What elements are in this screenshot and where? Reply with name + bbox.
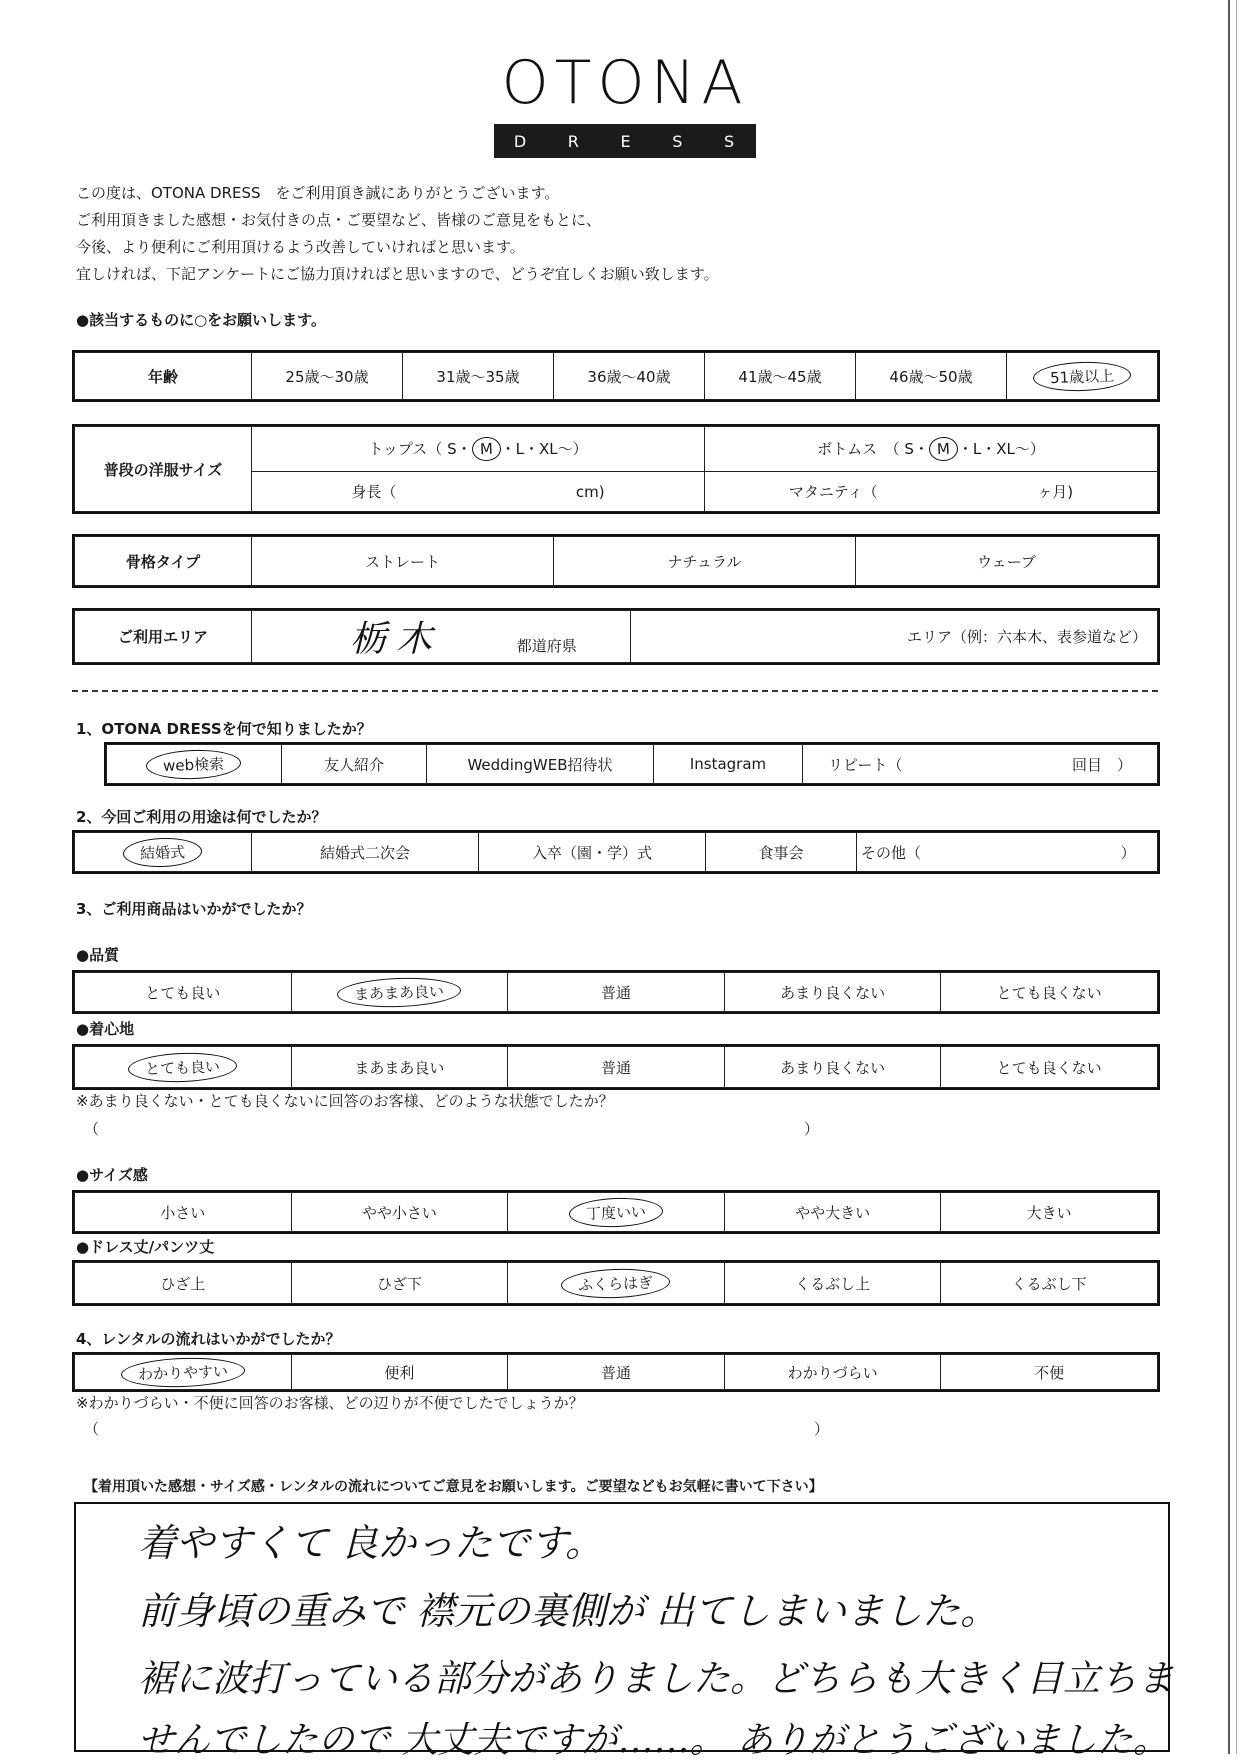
selection-circle: M [929, 437, 959, 462]
bottoms-label: ボトムス （ [817, 440, 900, 459]
logo-dress-bar [494, 124, 756, 158]
logo-otona: OTONA [501, 48, 749, 118]
age-option[interactable]: 31歳～35歳 [403, 353, 554, 400]
q4-option[interactable]: 普通 [508, 1355, 725, 1390]
intro-line: この度は、OTONA DRESS をご利用頂き誠にありがとうございます。 [76, 184, 560, 202]
maternity-unit: ヶ月) [1037, 483, 1074, 502]
repeat-label: リピート（ [828, 755, 903, 774]
logo-letter: S [724, 131, 737, 151]
quality-label: ●品質 [76, 946, 120, 964]
comfort-option[interactable]: あまり良くない [724, 1047, 941, 1088]
logo-letter: E [620, 131, 633, 151]
length-option-selected[interactable] [508, 1263, 725, 1304]
fit-option-selected[interactable] [508, 1193, 725, 1232]
comment-line: 前身頃の重みで 襟元の裏側が 出てしまいました。 [138, 1589, 999, 1633]
prefecture-value: 栃木 [350, 619, 443, 660]
fit-label: ●サイズ感 [76, 1166, 148, 1184]
length-label: ●ドレス丈/パンツ丈 [76, 1238, 215, 1256]
skeleton-option[interactable]: ナチュラル [554, 537, 856, 586]
comment-line: せんでしたので 大丈夫ですが……。 ありがとうございました。 [138, 1720, 1169, 1761]
q1-repeat[interactable] [803, 745, 1158, 784]
q4-reason-close: ） [814, 1420, 830, 1438]
scan-edge [1228, 0, 1230, 1754]
section-divider [72, 690, 1158, 692]
other-close: ） [1120, 843, 1136, 862]
q4-title: 4、レンタルの流れはいかがでしたか？ [76, 1330, 341, 1348]
scan-edge-shadow [1236, 0, 1237, 1754]
age-label: 年齢 [75, 353, 252, 400]
q2-option-selected[interactable] [75, 833, 252, 872]
age-table [74, 352, 1158, 400]
instruction: ●該当するものに○をお願いします。 [76, 311, 326, 329]
q4-option[interactable]: 便利 [291, 1355, 508, 1390]
q1-option[interactable]: Instagram [654, 745, 803, 784]
size-option: XL～ [996, 440, 1030, 459]
comfort-label: ●着心地 [76, 1020, 135, 1038]
comments-heading: 【着用頂いた感想・サイズ感・レンタルの流れについてご意見をお願いします。ご要望などもお気軽に書いて下さい】 [84, 1479, 823, 1495]
age-option[interactable]: 41歳～45歳 [705, 353, 856, 400]
comfort-reason-close: ） [804, 1120, 820, 1138]
q2-option[interactable]: 入卒（園・学）式 [479, 833, 706, 872]
q4-reason-open: （ [84, 1420, 100, 1438]
q1-option[interactable]: WeddingWEB招待状 [427, 745, 654, 784]
comment-line: 裾に波打っている部分がありました。どちらも大きく目立ちま [138, 1657, 1174, 1700]
height-field[interactable] [252, 472, 705, 512]
q1-table [106, 744, 1158, 784]
length-option[interactable]: ひざ下 [291, 1263, 508, 1304]
intro-line: ご利用頂きました感想・お気付きの点・ご要望など、皆様のご意見をもとに、 [76, 211, 602, 229]
comfort-option[interactable]: 普通 [508, 1047, 725, 1088]
size-option: L [972, 440, 982, 459]
length-option[interactable]: くるぶし下 [941, 1263, 1158, 1304]
size-table [74, 426, 1158, 512]
quality-option[interactable]: あまり良くない [724, 973, 941, 1012]
comment-line: 着やすくて 良かったです。 [138, 1521, 604, 1565]
q1-title: 1、OTONA DRESSを何で知りましたか？ [76, 720, 372, 738]
size-option: S [904, 440, 914, 459]
selection-circle: 結婚式 [123, 836, 203, 868]
repeat-unit: 回目 ） [1071, 755, 1132, 774]
selection-circle: M [471, 437, 501, 462]
maternity-label: マタニティ（ [788, 483, 878, 502]
size-option: L [515, 440, 524, 459]
q4-option[interactable]: わかりづらい [724, 1355, 941, 1390]
fit-option[interactable]: やや大きい [724, 1193, 941, 1232]
other-label: その他（ [861, 843, 922, 862]
quality-option[interactable]: とても良い [75, 973, 292, 1012]
logo-letter: D [513, 131, 529, 151]
q1-option-selected[interactable] [107, 745, 282, 784]
selection-circle: web検索 [146, 748, 242, 780]
area-table [74, 610, 1158, 663]
fit-option[interactable]: やや小さい [291, 1193, 508, 1232]
fit-table [74, 1192, 1158, 1232]
age-option-selected[interactable] [1007, 353, 1158, 400]
prefecture-label: 都道府県 [516, 637, 577, 655]
quality-option-selected[interactable] [291, 973, 508, 1012]
age-option[interactable]: 46歳～50歳 [856, 353, 1007, 400]
selection-circle: わかりやすい [120, 1355, 245, 1388]
intro-line: 宜しければ、下記アンケートにご協力頂ければと思いますので、どうぞ宜しくお願い致します。 [76, 265, 719, 283]
size-label: 普段の洋服サイズ [75, 427, 252, 512]
q4-option[interactable]: 不便 [941, 1355, 1158, 1390]
comfort-option[interactable]: まあまあ良い [291, 1047, 508, 1088]
size-option: XL～ [538, 440, 573, 459]
q4-table [74, 1354, 1158, 1390]
comfort-reason-open: （ [84, 1120, 100, 1138]
q4-note: ※わかりづらい・不便に回答のお客様、どの辺りが不便でしたでしょうか？ [76, 1394, 584, 1412]
selection-circle: まあまあ良い [337, 975, 462, 1008]
skeleton-table [74, 536, 1158, 586]
size-option: S [447, 440, 457, 459]
skeleton-option[interactable]: ウェーブ [856, 537, 1158, 586]
fit-option[interactable]: 小さい [75, 1193, 292, 1232]
skeleton-label: 骨格タイプ [75, 537, 252, 586]
height-unit: cm) [575, 483, 605, 502]
selection-circle: とても良い [128, 1051, 238, 1084]
comfort-note: ※あまり良くない・とても良くないに回答のお客様、どのような状態でしたか？ [76, 1092, 614, 1110]
q2-option[interactable]: 結婚式二次会 [252, 833, 479, 872]
maternity-field[interactable] [705, 472, 1158, 512]
comfort-option[interactable]: とても良くない [941, 1047, 1158, 1088]
intro-line: 今後、より便利にご利用頂けるよう改善していければと思います。 [76, 238, 525, 256]
height-label: 身長（ [351, 483, 397, 502]
selection-circle: 丁度いい [568, 1196, 663, 1228]
length-option[interactable]: ひざ上 [75, 1263, 292, 1304]
quality-table [74, 972, 1158, 1012]
q2-other[interactable] [857, 833, 1158, 872]
q4-option-selected[interactable] [75, 1355, 292, 1390]
tops-label: トップス（ [368, 440, 443, 459]
length-option[interactable]: くるぶし上 [724, 1263, 941, 1304]
comfort-option-selected[interactable] [75, 1047, 292, 1088]
tops-size[interactable]: トップス（ S・ M ・L・XL～） [252, 427, 705, 472]
selection-circle: ふくらはぎ [561, 1267, 671, 1300]
q2-option[interactable]: 食事会 [706, 833, 857, 872]
length-table [74, 1262, 1158, 1304]
age-option[interactable]: 36歳～40歳 [554, 353, 705, 400]
age-option[interactable]: 25歳～30歳 [252, 353, 403, 400]
quality-option[interactable]: とても良くない [941, 973, 1158, 1012]
skeleton-option[interactable]: ストレート [252, 537, 554, 586]
quality-option[interactable]: 普通 [508, 973, 725, 1012]
bottoms-size[interactable]: ボトムス （ S・ M ・L・XL～） [705, 427, 1158, 472]
fit-option[interactable]: 大きい [941, 1193, 1158, 1232]
logo-letter: R [567, 131, 581, 151]
prefecture-field[interactable] [252, 611, 631, 663]
q2-title: 2、今回ご利用の用途は何でしたか？ [76, 808, 327, 826]
area-label: ご利用エリア [75, 611, 252, 663]
logo-letter: S [672, 131, 685, 151]
area-field[interactable]: エリア（例：六本木、表参道など） [631, 611, 1158, 663]
q2-table [74, 832, 1158, 872]
intro-text [76, 180, 976, 288]
q3-title: 3、ご利用商品はいかがでしたか？ [76, 900, 312, 918]
comfort-table [74, 1046, 1158, 1088]
q1-option[interactable]: 友人紹介 [282, 745, 427, 784]
selection-circle: 51歳以上 [1032, 360, 1131, 392]
